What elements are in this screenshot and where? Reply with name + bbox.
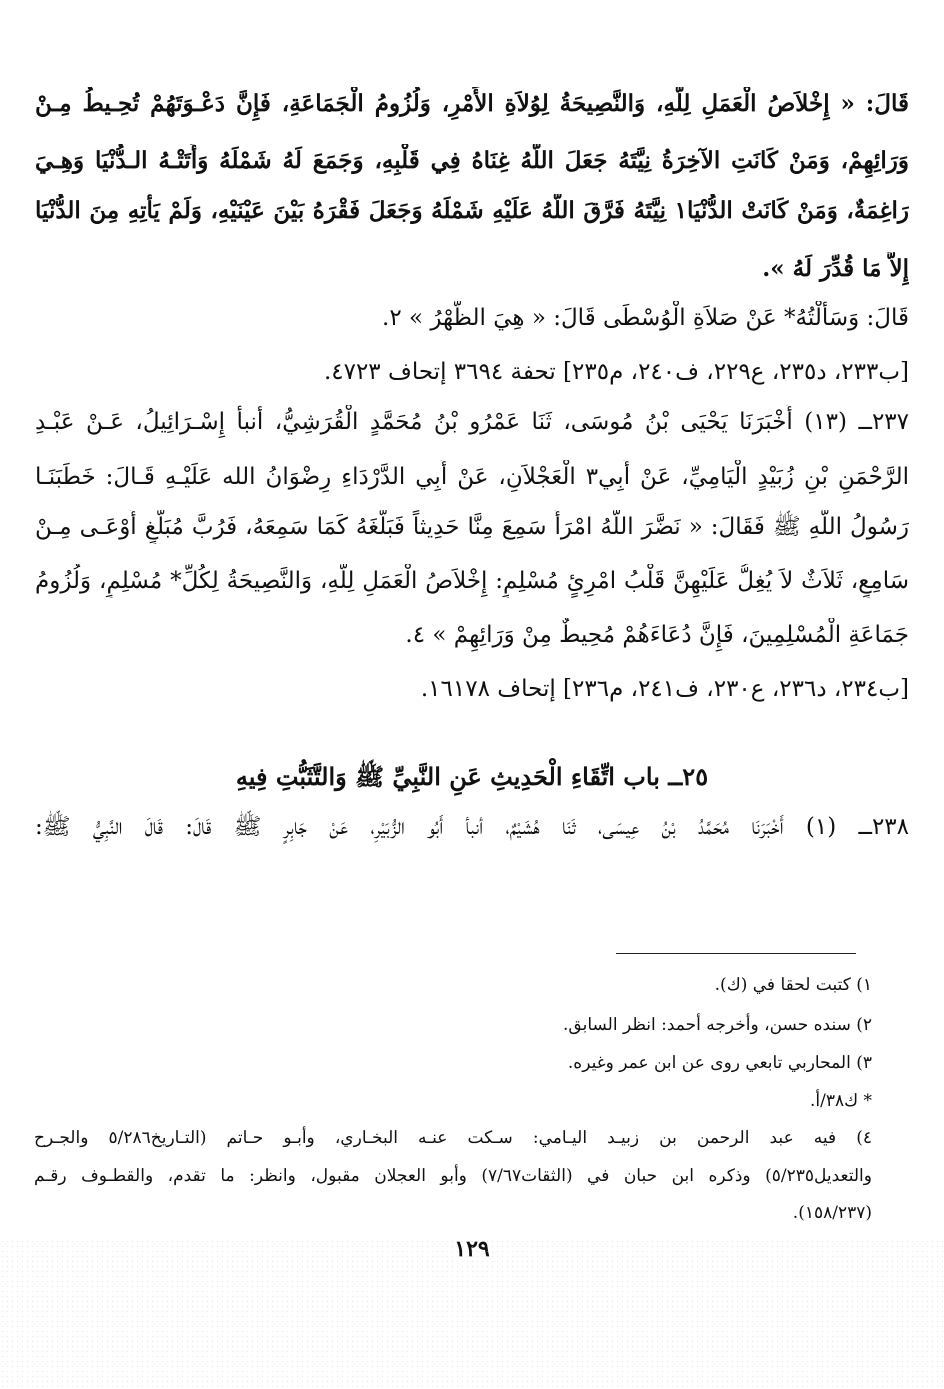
footnote-4-line-2: والتعديل٥/٢٣٥) وذكره ابن حبان في (الثقات٧/٦٧) وأبو العجلان مقبول، وانظر: ما تقدم، والقطـوف رقـم: [34, 1166, 872, 1186]
body-line-1: قَالَ: « إِخْلاَصُ الْعَمَلِ لِلَّهِ، وَالنَّصِيحَةُ لِوُلاَةِ الأَمْرِ، وَلُزُومُ الْجَمَاعَةِ، فَإِنَّ دَعْـوَتَهُمْ تُحِـيطُ مِـنْ: [35, 90, 909, 117]
section-heading: ٢٥ــ باب اتِّقَاءِ الْحَدِيثِ عَنِ النَّبِيِّ ﷺ وَالتَّثَبُّتِ فِيهِ: [235, 762, 709, 791]
citation-line-2: [ب٢٣٤، د٢٣٦، ع٢٣٠، ف٢٤١، م٢٣٦] إتحاف ١٦١٧٨.: [420, 676, 909, 702]
hadith-237-line-2: الرَّحْمَنِ بْنِ زُبَيْدٍ الْيَامِيِّ، عَنْ أَبِي٣ الْعَجْلاَنِ، عَنْ أَبِي الدَّرْدَاءِ رِضْوَانُ الله عَلَيْـهِ قَـالَ: خَطَبَنَـا: [35, 464, 909, 490]
hadith-237-line-5: جَمَاعَةِ الْمُسْلِمِينَ، فَإِنَّ دُعَاءَهُمْ مُحِيطٌ مِنْ وَرَائِهِمْ » ٤.: [405, 622, 909, 648]
hadith-237-line-1: ٢٣٧ــ (١٣) أَخْبَرَنَا يَحْيَى بْنُ مُوسَى، ثَنَا عَمْرُو بْنُ مُحَمَّدٍ الْقُرَشِيُّ، أنبأ إِسْـرَائِيلُ، عَـنْ عَبْـدِ: [35, 409, 909, 435]
body-line-3: رَاغِمَةٌ، وَمَنْ كَانَتْ الدُّنْيَا١ نِيَّتَهُ فَرَّقَ اللَّهُ عَلَيْهِ شَمْلَهُ وَجَعَلَ فَقْرَهُ بَيْنَ عَيْنَيْهِ، وَلَمْ يَأْتِهِ مِنَ الدُّنْيَا: [35, 197, 909, 224]
footnote-3: ٣) المحاربي تابعي روى عن ابن عمر وغيره.: [567, 1053, 872, 1073]
body-line-5: قَالَ: وَسَأَلْتُهُ* عَنْ صَلاَةِ الْوُسْطَى قَالَ: « هِيَ الظُّهْرُ » ٢.: [382, 305, 909, 331]
hadith-237-line-4: سَامِعٍ، ثَلاَثٌ لاَ يُغِلُّ عَلَيْهِنَّ قَلْبُ امْرِئٍ مُسْلِمٍ: إِخْلاَصُ الْعَمَلِ لِلَّهِ، وَالنَّصِيحَةُ لِكُلِّ* مُسْلِمٍ، وَلُزُومُ: [35, 568, 909, 594]
hadith-238-line-1: ٢٣٨ــ (١) أَخْبَرَنَا مُحَمَّدُ بْنُ عِيسَى، ثَنَا هُشَيْمٌ، أنبأ أَبُو الزُّبَيْرِ، عَنْ جَابِرٍ ﷺ قَالَ: قَالَ النَّبِيُّ ﷺ:: [35, 814, 909, 840]
citation-line-1: [ب٢٣٣، د٢٣٥، ع٢٢٩، ف٢٤٠، م٢٣٥] تحفة ٣٦٩٤ إتحاف ٤٧٢٣.: [323, 359, 909, 385]
scan-texture: [0, 1239, 944, 1389]
footnote-2: ٢) سنده حسن، وأخرجه أحمد: انظر السابق.: [563, 1015, 872, 1035]
body-line-4: إِلاَّ مَا قُدِّرَ لَهُ ».: [762, 255, 909, 282]
page-number: ١٢٩: [454, 1236, 490, 1262]
footnote-star: * ك٣٨/أ.: [809, 1091, 872, 1111]
footnote-4-line-1: ٤) فيه عبد الرحمن بن زبيـد اليـامي: سـكت عنـه البخـاري، وأبـو حـاتم (التـاريخ٥/٢٨٦ والجـرح: [34, 1128, 872, 1148]
footnote-1: ١) كتبت لحقا في (ك).: [714, 975, 872, 995]
footnote-4-line-3: (١٥٨/٢٣٧).: [792, 1203, 872, 1223]
body-line-2: وَرَائِهِمْ، وَمَنْ كَانَتِ الآخِرَةُ نِيَّتَهُ جَعَلَ اللَّهُ غِنَاهُ فِي قَلْبِهِ، وَجَمَعَ لَهُ شَمْلَهُ وَأَتَتْـهُ الـدُّنْيَا وَهِـيَ: [35, 147, 909, 174]
hadith-237-line-3: رَسُولُ اللَّهِ ﷺ فَقَالَ: « نَضَّرَ اللَّهُ امْرَأً سَمِعَ مِنَّا حَدِيثاً فَبَلَّغَهُ كَمَا سَمِعَهُ، فَرُبَّ مُبَلَّغٍ أَوْعَـى مِـنْ: [35, 514, 909, 540]
footnote-divider: [616, 953, 856, 954]
